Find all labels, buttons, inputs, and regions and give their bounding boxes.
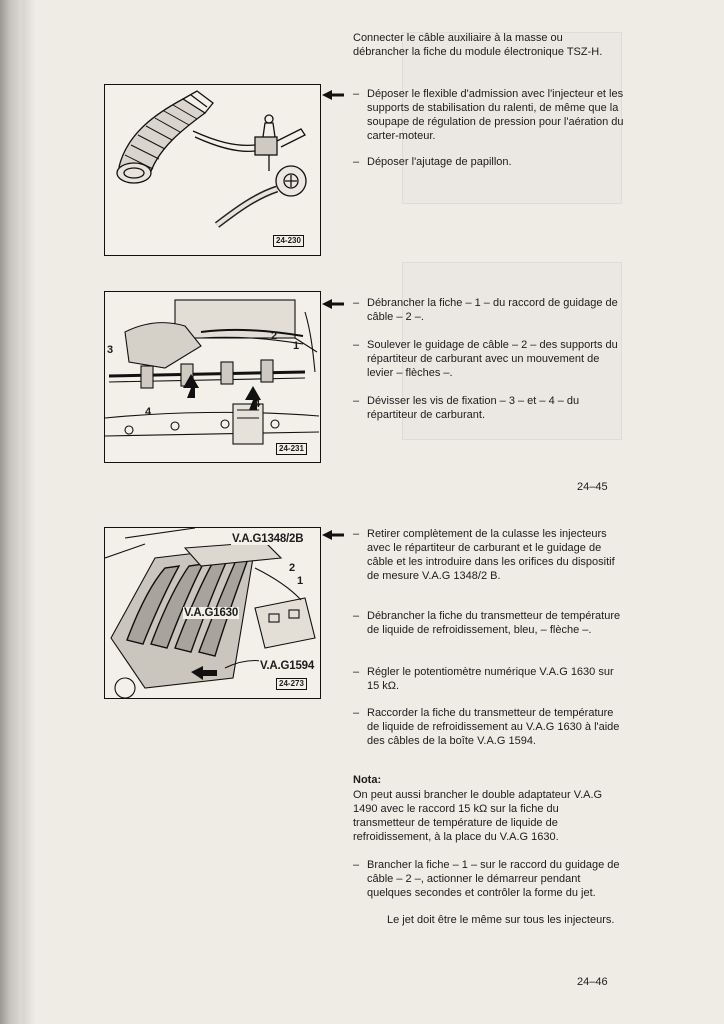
callout-4: 4 — [254, 398, 261, 410]
tool-label-vag1348: V.A.G1348/2B — [232, 533, 304, 545]
step-item: – Déposer l'ajutage de papillon. — [353, 156, 512, 168]
step-item: – Débrancher la fiche – 1 – du raccord de guidage de câble – 2 –. — [353, 297, 618, 323]
callout-2: 2 — [271, 330, 278, 342]
callout-4: 4 — [145, 406, 152, 418]
fuel-rail-illustration — [105, 292, 320, 462]
pointer-arrow-icon — [322, 299, 344, 309]
pointer-arrow-icon — [322, 90, 344, 100]
page-binding — [0, 0, 22, 1024]
intro-paragraph: Connecter le câble auxiliaire à la masse ou débrancher la fiche du module électronique TSZ-H. — [353, 32, 603, 58]
step-item: – Dévisser les vis de fixation – 3 – et – 4 – du répartiteur de carburant. — [353, 395, 580, 421]
nota-text: On peut aussi brancher le double adaptateur V.A.G 1490 avec le raccord 15 kΩ sur la fiche du transmetteur de température de liquide de refroidissement, à la place du V.A.G 1630. — [353, 789, 603, 843]
step-item: – Raccorder la fiche du transmetteur de température de liquide de refroidissement au V.A.G 1630 à l'aide des câbles de la boîte V.A.G 1594. — [353, 707, 620, 747]
step-item: – Débrancher la fiche du transmetteur de température de liquide de refroidissement, bleu, – flèche –. — [353, 610, 621, 636]
figure-intake-hose — [104, 84, 321, 256]
pointer-arrow-icon — [322, 530, 344, 540]
final-note: Le jet doit être le même sur tous les injecteurs. — [387, 914, 615, 926]
figure-label: 24-273 — [276, 678, 307, 690]
callout-1: 1 — [297, 575, 304, 587]
step-item: – Régler le potentiomètre numérique V.A.G 1630 sur 15 kΩ. — [353, 666, 614, 692]
tool-label-vag1594: V.A.G1594 — [260, 660, 315, 672]
step-item: – Déposer le flexible d'admission avec l'injecteur et les supports de stabilisation du ralenti, de même que la soupape de régulation de pression pour l'aération du carter-moteur. — [353, 88, 624, 142]
step-item: – Brancher la fiche – 1 – sur le raccord du guidage de câble – 2 –, actionner le démarreur pendant quelques secondes et contrôler la forme du jet. — [353, 859, 620, 899]
nota-heading: Nota: — [353, 774, 382, 786]
tool-label-vag1630: V.A.G1630 — [184, 607, 239, 619]
binding-shadow — [22, 0, 36, 1024]
intake-hose-illustration — [105, 85, 320, 255]
figure-label: 24-230 — [273, 235, 304, 247]
callout-2: 2 — [289, 562, 296, 574]
page-number: 24–45 — [577, 481, 608, 493]
page-number: 24–46 — [577, 976, 608, 988]
step-item: – Retirer complètement de la culasse les injecteurs avec le répartiteur de carburant et le guidage de câble et les introduire dans les orifices du dispositif de mesure V.A.G 1348/2 B. — [353, 528, 615, 582]
figure-label: 24-231 — [276, 443, 307, 455]
figure-fuel-rail — [104, 291, 321, 463]
step-item: – Soulever le guidage de câble – 2 – des supports du répartiteur de carburant avec un mouvement de levier – flèches –. — [353, 339, 618, 379]
callout-1: 1 — [293, 340, 300, 352]
callout-3: 3 — [107, 344, 114, 356]
